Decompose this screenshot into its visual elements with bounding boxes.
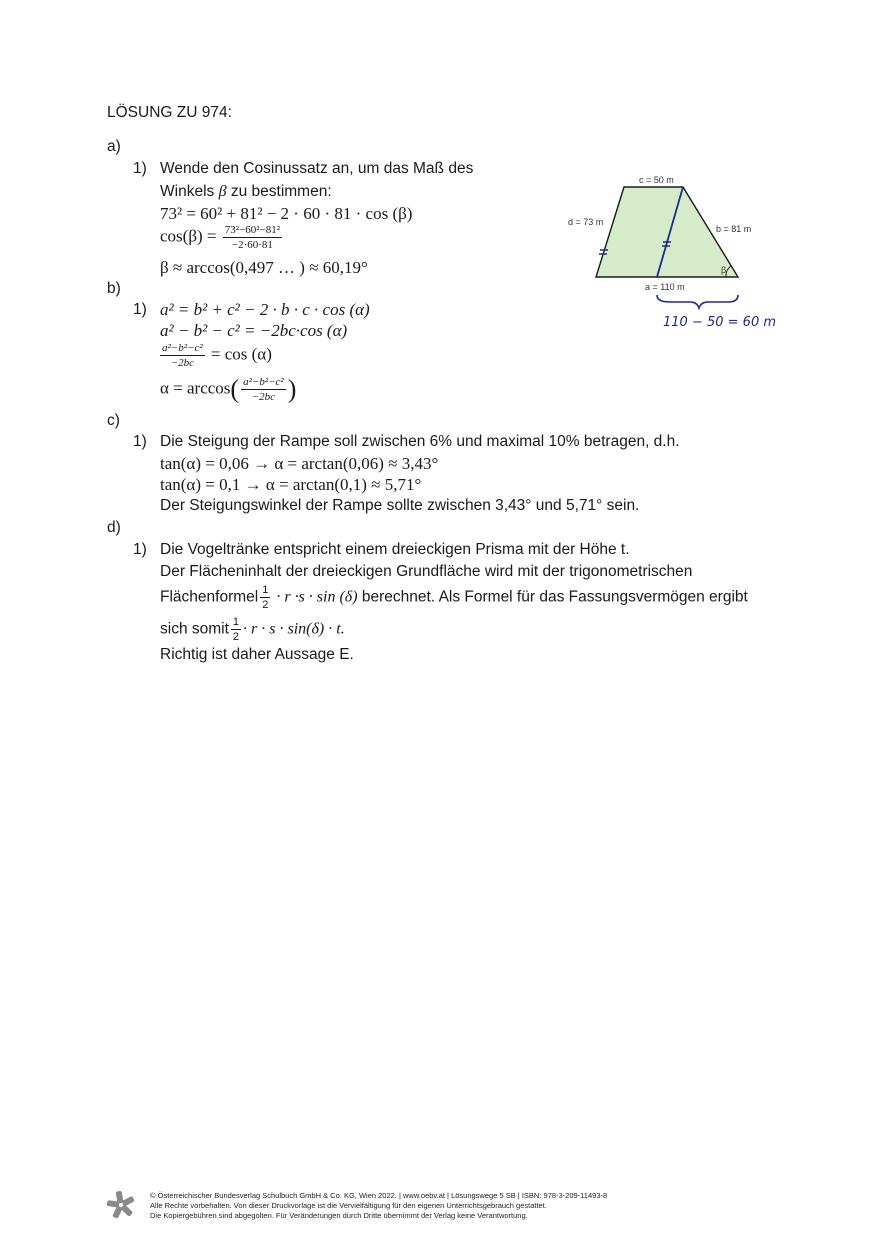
label-a: a = 110 m <box>645 282 685 292</box>
part-a-equation-3: β ≈ arccos(0,497 … ) ≈ 60,19° <box>160 258 368 277</box>
part-a-text-2-pre: Winkels <box>160 183 219 200</box>
part-b-eq4-denominator: −2bc <box>251 391 276 403</box>
handwritten-note: 110 − 50 = 60 m <box>663 315 777 330</box>
part-d-text-4 <box>160 616 345 643</box>
page-title: LÖSUNG ZU 974: <box>107 104 232 121</box>
part-c-text-2: Der Steigungswinkel der Rampe sollte zwischen 3,43° und 5,71° sein. <box>160 497 640 514</box>
part-b-eq4-numerator: a²−b²−c² <box>243 376 284 388</box>
part-b-eq3-numerator: a²−b²−c² <box>162 342 203 354</box>
part-c-equation-1: tan(α) = 0,06 → α = arctan(0,06) ≈ 3,43° <box>160 454 439 473</box>
part-a-label: a) <box>107 138 121 155</box>
footer-line-2: Alle Rechte vorbehalten. Von dieser Druckvorlage ist die Vervielfältigung für den eigenen Unterrichtsgebrauch gestattet. <box>150 1201 547 1210</box>
label-b: b = 81 m <box>716 224 752 234</box>
part-a-eq2-denominator: −2·60·81 <box>231 239 273 251</box>
part-a-text-2-post: zu bestimmen: <box>226 183 332 200</box>
footer-line-3: Die Kopiergebühren sind abgegolten. Für Veränderungen durch Dritte übernimmt der Verlag keine Verantwortung. <box>150 1211 528 1220</box>
label-beta: β <box>721 265 727 275</box>
half-numerator: 1 <box>262 584 269 596</box>
part-d-area-formula: · r ·s · sin (δ) <box>272 588 358 606</box>
beta-symbol: β <box>218 183 227 200</box>
half-denominator-2: 2 <box>232 631 240 643</box>
label-c: c = 50 m <box>639 175 674 185</box>
half-denominator: 2 <box>262 599 269 611</box>
part-a-text-1: Wende den Cosinussatz an, um das Maß des <box>160 160 474 177</box>
part-d-item-number: 1) <box>133 541 147 558</box>
part-a-equation-1: 73² = 60² + 81² − 2 · 60 · 81 · cos (β) <box>160 204 413 223</box>
part-a-item-number: 1) <box>133 160 147 177</box>
part-b-equation-2: a² − b² − c² = −2bc·cos (α) <box>160 321 348 340</box>
part-b-item-number: 1) <box>133 301 147 318</box>
part-b-label: b) <box>107 280 121 297</box>
half-numerator-2: 1 <box>232 616 240 628</box>
footer-line-1: © Österreichischer Bundesverlag Schulbuch GmbH & Co. KG, Wien 2022. | www.oebv.at | Lösungswege 5 SB | ISBN: 978-3-209-11493-8 <box>150 1191 608 1200</box>
part-c-item-number: 1) <box>133 433 147 450</box>
part-d-text-5: Richtig ist daher Aussage E. <box>160 646 354 663</box>
part-d-text-4-pre: sich somit <box>160 620 229 638</box>
part-c-label: c) <box>107 412 120 429</box>
part-d-label: d) <box>107 519 121 536</box>
part-b-equation-1: a² = b² + c² − 2 · b · c · cos (α) <box>160 300 370 319</box>
part-d-text-3-post: berechnet. Als Formel für das Fassungsvermögen ergibt <box>357 588 748 606</box>
part-d-text-3-pre: Flächenformel <box>160 588 259 606</box>
part-d-volume-formula: · r · s · sin(δ) · t. <box>243 620 345 638</box>
part-b-equation-3 <box>158 342 272 369</box>
label-d: d = 73 m <box>568 217 604 227</box>
part-b-eq3-denominator: −2bc <box>170 357 194 369</box>
brace <box>657 295 738 308</box>
part-a-eq2-lhs: cos(β) = <box>160 226 217 246</box>
part-c-equation-2: tan(α) = 0,1 → α = arctan(0,1) ≈ 5,71° <box>160 475 422 494</box>
part-d-text-2: Der Flächeninhalt der dreieckigen Grundfläche wird mit der trigonometrischen <box>160 563 693 580</box>
part-a-equation-2 <box>160 224 284 251</box>
trapezoid-figure <box>560 168 780 333</box>
part-d-text-1: Die Vogeltränke entspricht einem dreieckigen Prisma mit der Höhe t. <box>160 541 630 558</box>
part-b-eq3-rhs: = cos (α) <box>210 344 272 364</box>
publisher-logo-icon <box>106 1190 136 1220</box>
part-b-eq4-lhs: α = arccos <box>160 378 231 398</box>
part-a-text-2 <box>160 181 332 203</box>
part-b-equation-4: α = arccos( $\frac{\text{a²−b²−c²}}{-2bc}$ ) <box>160 374 297 404</box>
part-c-text-1: Die Steigung der Rampe soll zwischen 6% und maximal 10% betragen, d.h. <box>160 433 680 450</box>
part-a-eq2-numerator: 73²−60²−81² <box>224 224 281 236</box>
part-d-text-3 <box>160 584 748 611</box>
